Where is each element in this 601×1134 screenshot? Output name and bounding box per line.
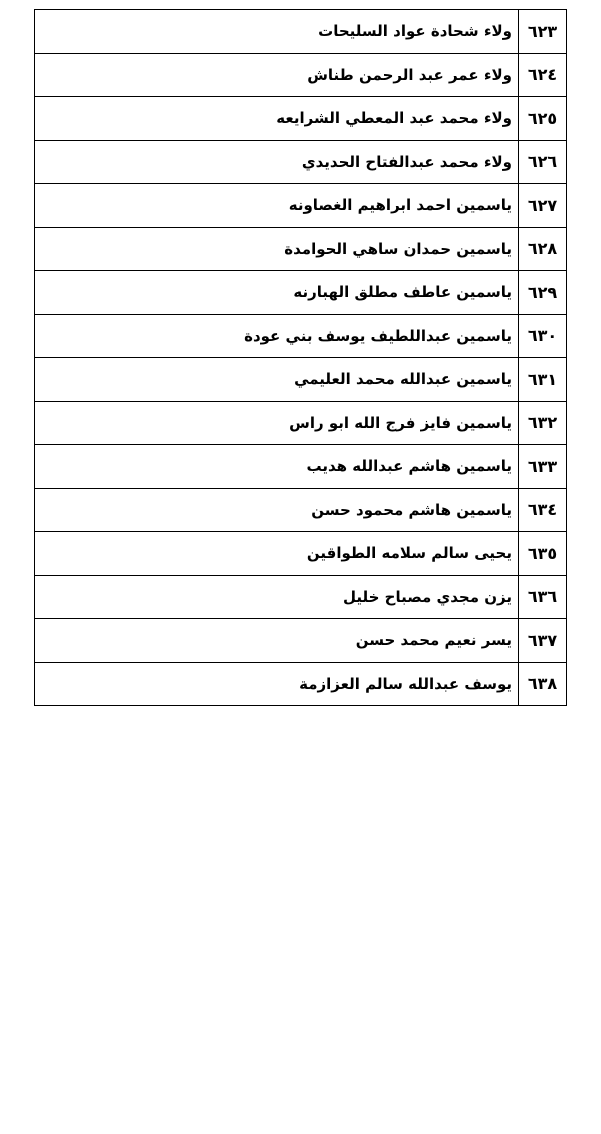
row-number: ٦٣٥	[519, 532, 567, 576]
person-name: ولاء محمد عبدالفتاح الحديدي	[35, 140, 519, 184]
row-number: ٦٢٣	[519, 10, 567, 54]
table-row	[35, 575, 567, 619]
row-number: ٦٢٥	[519, 97, 567, 141]
row-number: ٦٣٧	[519, 619, 567, 663]
table-row	[35, 662, 567, 706]
row-number: ٦٣٣	[519, 445, 567, 489]
row-number: ٦٢٤	[519, 53, 567, 97]
table-row	[35, 532, 567, 576]
table-row	[35, 227, 567, 271]
table-row	[35, 488, 567, 532]
row-number: ٦٣٨	[519, 662, 567, 706]
person-name: ياسمين هاشم محمود حسن	[35, 488, 519, 532]
row-number: ٦٣٢	[519, 401, 567, 445]
person-name: يسر نعيم محمد حسن	[35, 619, 519, 663]
person-name: ياسمين عبداللطيف يوسف بني عودة	[35, 314, 519, 358]
table-row	[35, 619, 567, 663]
person-name: يوسف عبدالله سالم العزازمة	[35, 662, 519, 706]
table-row	[35, 184, 567, 228]
person-name: ياسمين عبدالله محمد العليمي	[35, 358, 519, 402]
table-row	[35, 53, 567, 97]
person-name: ولاء عمر عبد الرحمن طناش	[35, 53, 519, 97]
table-row	[35, 314, 567, 358]
row-number: ٦٣٦	[519, 575, 567, 619]
person-name: يحيى سالم سلامه الطواقين	[35, 532, 519, 576]
row-number: ٦٣٠	[519, 314, 567, 358]
row-number: ٦٢٩	[519, 271, 567, 315]
person-name: ولاء محمد عبد المعطي الشرايعه	[35, 97, 519, 141]
person-name: يزن مجدي مصباح خليل	[35, 575, 519, 619]
person-name: ياسمين فايز فرج الله ابو راس	[35, 401, 519, 445]
row-number: ٦٢٦	[519, 140, 567, 184]
person-name: ياسمين حمدان ساهي الحوامدة	[35, 227, 519, 271]
table-row	[35, 10, 567, 54]
person-name: ياسمين احمد ابراهيم الغصاونه	[35, 184, 519, 228]
row-number: ٦٣٤	[519, 488, 567, 532]
person-name: ياسمين عاطف مطلق الهبارنه	[35, 271, 519, 315]
row-number: ٦٣١	[519, 358, 567, 402]
names-table	[34, 9, 567, 706]
table-row	[35, 401, 567, 445]
person-name: ولاء شحادة عواد السليحات	[35, 10, 519, 54]
table-row	[35, 97, 567, 141]
table-row	[35, 358, 567, 402]
table-row	[35, 271, 567, 315]
table-row	[35, 445, 567, 489]
row-number: ٦٢٨	[519, 227, 567, 271]
table-row	[35, 140, 567, 184]
person-name: ياسمين هاشم عبدالله هديب	[35, 445, 519, 489]
row-number: ٦٢٧	[519, 184, 567, 228]
